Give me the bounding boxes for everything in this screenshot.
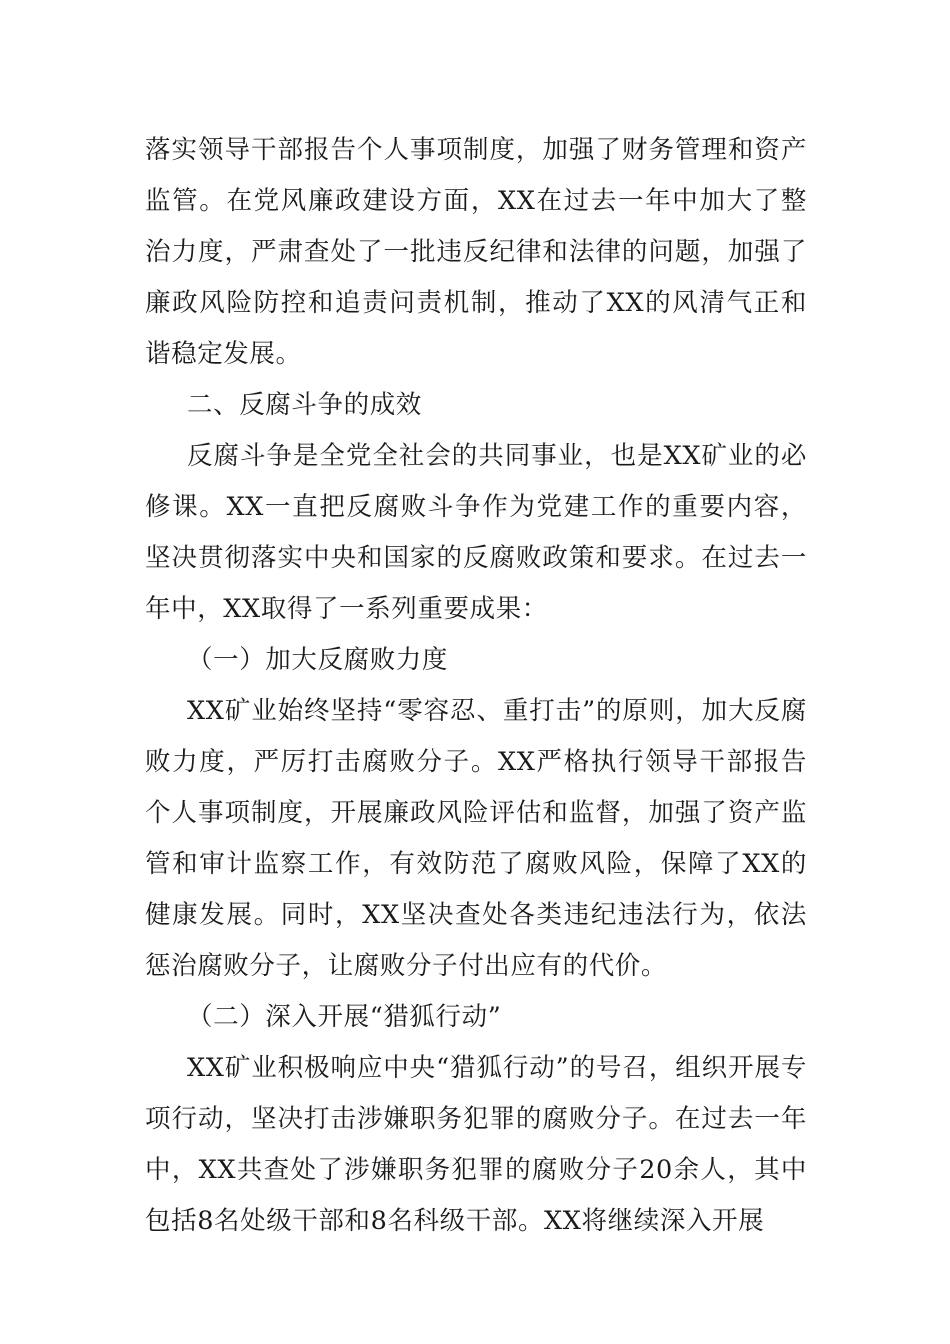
section-heading-anticorruption-results: 二、反腐斗争的成效 xyxy=(187,390,422,420)
paragraph-intro: 反腐斗争是全党全社会的共同事业，也是XX矿业的必修课。XX一直把反腐败斗争作为党建工作的重要内容，坚决贯彻落实中央和国家的反腐败政策和要求。在过去一年中，XX取得了一系列重要成果： xyxy=(145,441,807,624)
subheading-increase-efforts: （一）加大反腐败力度 xyxy=(187,645,449,675)
paragraph-increase-efforts: XX矿业始终坚持“零容忍、重打击”的原则，加大反腐败力度，严厉打击腐败分子。XX严格执行领导干部报告个人事项制度，开展廉政风险评估和监督，加强了资产监管和审计监察工作，有效防范了腐败风险，保障了XX的健康发展。同时，XX坚决查处各类违纪违法行为，依法惩治腐败分子，让腐败分子付出应有的代价。 xyxy=(145,696,807,981)
document-body xyxy=(145,125,807,1247)
subheading-fox-hunt: （二）深入开展“猎狐行动” xyxy=(187,1002,502,1032)
paragraph-fox-hunt: XX矿业积极响应中央“猎狐行动”的号召，组织开展专项行动，坚决打击涉嫌职务犯罪的腐败分子。在过去一年中，XX共查处了涉嫌职务犯罪的腐败分子20余人，其中包括8名处级干部和8名科级干部。XX将继续深入开展 xyxy=(145,1053,807,1236)
paragraph-continuation: 落实领导干部报告个人事项制度，加强了财务管理和资产监管。在党风廉政建设方面，XX在过去一年中加大了整治力度，严肃查处了一批违反纪律和法律的问题，加强了廉政风险防控和追责问责机制，推动了XX的风清气正和谐稳定发展。 xyxy=(145,135,807,369)
